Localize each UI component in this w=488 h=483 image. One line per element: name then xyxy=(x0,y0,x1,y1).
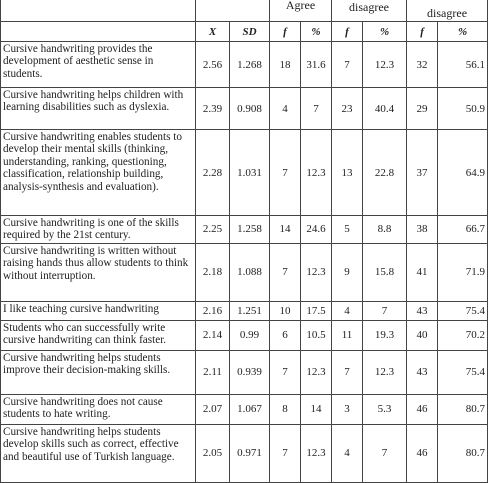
sd-cell: 1.251 xyxy=(230,301,270,320)
disagree-f-cell: 41 xyxy=(407,243,438,301)
undecided-f-cell: 11 xyxy=(332,320,363,350)
undecided-percent-cell: 12.3 xyxy=(363,350,407,394)
agree-f-cell: 7 xyxy=(270,243,301,301)
disagree-percent-cell: 56.1 xyxy=(438,42,488,88)
table-row xyxy=(1,350,488,394)
undecided-f-cell: 7 xyxy=(332,350,363,394)
undecided-percent-cell: 7 xyxy=(363,301,407,320)
undecided-f-cell: 9 xyxy=(332,243,363,301)
undecided-f-cell: 7 xyxy=(332,42,363,88)
mean-cell: 2.39 xyxy=(196,88,230,130)
header-f: f xyxy=(270,22,301,42)
table-row xyxy=(1,42,488,88)
item-statement: Cursive handwriting is one of the skills required by the 21st century. xyxy=(1,216,196,244)
disagree-f-cell: 43 xyxy=(407,350,438,394)
undecided-f-cell: 3 xyxy=(332,394,363,424)
mean-cell: 2.11 xyxy=(196,350,230,394)
item-statement: Cursive handwriting helps students develop skills such as correct, effective and beautiful use of Turkish language. xyxy=(1,424,196,482)
agree-percent-cell: 17.5 xyxy=(301,301,332,320)
agree-f-cell: 7 xyxy=(270,350,301,394)
header-blank-cell xyxy=(196,0,270,22)
item-statement: I like teaching cursive handwriting xyxy=(1,301,196,320)
header-sub-row xyxy=(1,22,488,42)
agree-percent-cell: 12.3 xyxy=(301,130,332,216)
table-row xyxy=(1,88,488,130)
mean-cell: 2.28 xyxy=(196,130,230,216)
agree-percent-cell: 12.3 xyxy=(301,424,332,482)
header-f: f xyxy=(332,22,363,42)
disagree-f-cell: 32 xyxy=(407,42,438,88)
sd-cell: 1.088 xyxy=(230,243,270,301)
agree-f-cell: 6 xyxy=(270,320,301,350)
disagree-percent-cell: 75.4 xyxy=(438,350,488,394)
undecided-percent-cell: 40.4 xyxy=(363,88,407,130)
item-statement: Students who can successfully write cursive handwriting can think faster. xyxy=(1,320,196,350)
undecided-percent-cell: 12.3 xyxy=(363,42,407,88)
table-row xyxy=(1,243,488,301)
mean-cell: 2.07 xyxy=(196,394,230,424)
undecided-f-cell: 23 xyxy=(332,88,363,130)
item-statement: Cursive handwriting helps students improve their decision-making skills. xyxy=(1,350,196,394)
header-percent: % xyxy=(438,22,488,42)
header-group-row xyxy=(1,0,488,22)
sd-cell: 0.939 xyxy=(230,350,270,394)
disagree-f-cell: 46 xyxy=(407,424,438,482)
mean-cell: 2.56 xyxy=(196,42,230,88)
undecided-percent-cell: 5.3 xyxy=(363,394,407,424)
disagree-f-cell: 40 xyxy=(407,320,438,350)
table-row xyxy=(1,216,488,244)
header-percent: % xyxy=(363,22,407,42)
header-agree: Agree xyxy=(270,0,332,22)
table-row xyxy=(1,320,488,350)
sd-cell: 0.99 xyxy=(230,320,270,350)
sd-cell: 0.908 xyxy=(230,88,270,130)
undecided-percent-cell: 8.8 xyxy=(363,216,407,244)
item-statement: Cursive handwriting helps children with learning disabilities such as dyslexia. xyxy=(1,88,196,130)
disagree-f-cell: 37 xyxy=(407,130,438,216)
agree-percent-cell: 7 xyxy=(301,88,332,130)
item-statement: Cursive handwriting enables students to develop their mental skills (thinking, understanding, ranking, questioning, classification, relationship building, analysis-synthesis and evaluation). xyxy=(1,130,196,216)
disagree-f-cell: 46 xyxy=(407,394,438,424)
sd-cell: 1.067 xyxy=(230,394,270,424)
header-blank-cell xyxy=(1,0,196,22)
item-statement: Cursive handwriting is written without raising hands thus allow students to think without interruption. xyxy=(1,243,196,301)
disagree-f-cell: 43 xyxy=(407,301,438,320)
mean-cell: 2.05 xyxy=(196,424,230,482)
disagree-percent-cell: 70.2 xyxy=(438,320,488,350)
header-percent: % xyxy=(301,22,332,42)
disagree-percent-cell: 50.9 xyxy=(438,88,488,130)
agree-percent-cell: 12.3 xyxy=(301,350,332,394)
header-sd: SD xyxy=(230,22,270,42)
agree-percent-cell: 14 xyxy=(301,394,332,424)
undecided-f-cell: 4 xyxy=(332,424,363,482)
disagree-f-cell: 38 xyxy=(407,216,438,244)
undecided-f-cell: 13 xyxy=(332,130,363,216)
disagree-percent-cell: 80.7 xyxy=(438,394,488,424)
undecided-f-cell: 4 xyxy=(332,301,363,320)
undecided-percent-cell: 19.3 xyxy=(363,320,407,350)
header-undecided: disagree xyxy=(332,0,407,22)
sd-cell: 1.031 xyxy=(230,130,270,216)
agree-percent-cell: 12.3 xyxy=(301,243,332,301)
item-statement: Cursive handwriting does not cause students to hate writing. xyxy=(1,394,196,424)
agree-f-cell: 14 xyxy=(270,216,301,244)
undecided-percent-cell: 7 xyxy=(363,424,407,482)
disagree-percent-cell: 64.9 xyxy=(438,130,488,216)
disagree-f-cell: 29 xyxy=(407,88,438,130)
agree-percent-cell: 31.6 xyxy=(301,42,332,88)
mean-cell: 2.16 xyxy=(196,301,230,320)
agree-percent-cell: 10.5 xyxy=(301,320,332,350)
header-mean: X xyxy=(196,22,230,42)
table-row xyxy=(1,394,488,424)
disagree-percent-cell: 66.7 xyxy=(438,216,488,244)
undecided-percent-cell: 22.8 xyxy=(363,130,407,216)
agree-f-cell: 7 xyxy=(270,424,301,482)
mean-cell: 2.14 xyxy=(196,320,230,350)
undecided-f-cell: 5 xyxy=(332,216,363,244)
table-row xyxy=(1,130,488,216)
agree-percent-cell: 24.6 xyxy=(301,216,332,244)
header-blank-cell xyxy=(1,22,196,42)
sd-cell: 0.971 xyxy=(230,424,270,482)
undecided-percent-cell: 15.8 xyxy=(363,243,407,301)
sd-cell: 1.258 xyxy=(230,216,270,244)
mean-cell: 2.25 xyxy=(196,216,230,244)
agree-f-cell: 4 xyxy=(270,88,301,130)
disagree-percent-cell: 75.4 xyxy=(438,301,488,320)
table-row xyxy=(1,424,488,482)
agree-f-cell: 10 xyxy=(270,301,301,320)
agree-f-cell: 7 xyxy=(270,130,301,216)
header-f: f xyxy=(407,22,438,42)
agree-f-cell: 18 xyxy=(270,42,301,88)
agree-f-cell: 8 xyxy=(270,394,301,424)
disagree-percent-cell: 71.9 xyxy=(438,243,488,301)
item-statement: Cursive handwriting provides the development of aesthetic sense in students. xyxy=(1,42,196,88)
mean-cell: 2.18 xyxy=(196,243,230,301)
disagree-percent-cell: 80.7 xyxy=(438,424,488,482)
sd-cell: 1.268 xyxy=(230,42,270,88)
table-row xyxy=(1,301,488,320)
header-disagree: disagree xyxy=(407,0,488,22)
